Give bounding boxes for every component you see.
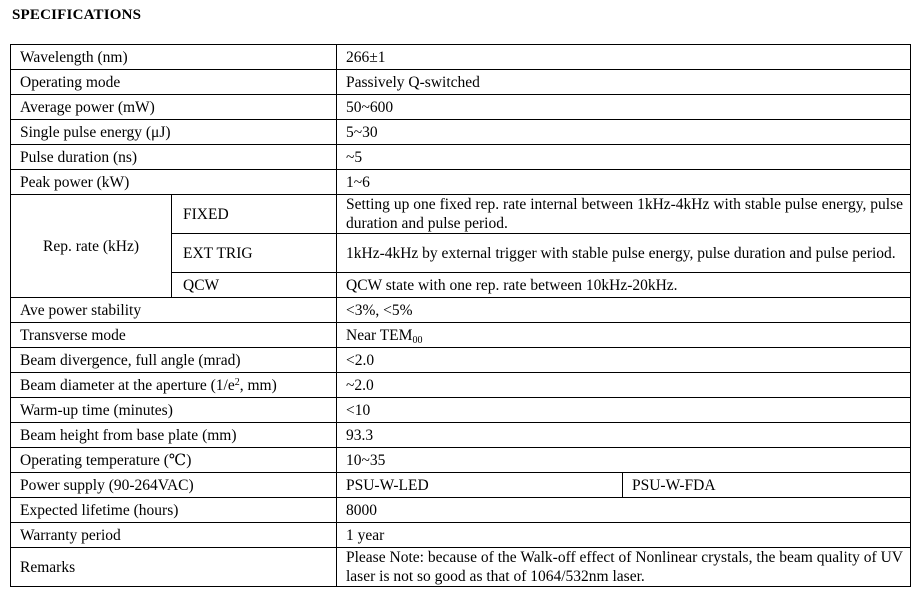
spec-value: 93.3 — [337, 423, 911, 448]
spec-value: Passively Q-switched — [337, 70, 911, 95]
table-row — [11, 398, 911, 423]
spec-label: Wavelength (nm) — [11, 45, 337, 70]
transverse-mode-value: Near TEM — [346, 326, 413, 344]
table-row — [11, 473, 911, 498]
spec-label: Peak power (kW) — [11, 170, 337, 195]
spec-label: Operating temperature (℃) — [11, 448, 337, 473]
beam-diameter-superscript: 2 — [234, 376, 240, 388]
table-row — [11, 548, 911, 587]
spec-value: 266±1 — [337, 45, 911, 70]
table-row — [11, 523, 911, 548]
table-row — [11, 298, 911, 323]
spec-value: ~2.0 — [337, 373, 911, 398]
table-row — [11, 70, 911, 95]
spec-value: 10~35 — [337, 448, 911, 473]
table-row — [11, 45, 911, 70]
table-row — [11, 95, 911, 120]
spec-value: <10 — [337, 398, 911, 423]
table-row — [11, 120, 911, 145]
spec-value: 50~600 — [337, 95, 911, 120]
spec-label: Beam divergence, full angle (mrad) — [11, 348, 337, 373]
spec-value: Setting up one fixed rep. rate internal between 1kHz-4kHz with stable pulse energy, pulse duration and pulse period. — [337, 195, 911, 234]
spec-label-rep-rate: Rep. rate (kHz) — [11, 195, 172, 298]
spec-label: Average power (mW) — [11, 95, 337, 120]
spec-value: 1~6 — [337, 170, 911, 195]
table-row — [11, 170, 911, 195]
spec-value: ~5 — [337, 145, 911, 170]
spec-label: Ave power stability — [11, 298, 337, 323]
spec-value: 1kHz-4kHz by external trigger with stable pulse energy, pulse duration and pulse period. — [337, 234, 911, 273]
section-title: SPECIFICATIONS — [12, 7, 142, 23]
table-row — [11, 423, 911, 448]
spec-label — [11, 373, 337, 398]
table-row — [11, 195, 911, 234]
spec-value: <2.0 — [337, 348, 911, 373]
spec-label: Beam height from base plate (mm) — [11, 423, 337, 448]
spec-value: <3%, <5% — [337, 298, 911, 323]
spec-value: PSU-W-LED — [337, 473, 623, 498]
table-row — [11, 348, 911, 373]
beam-diameter-label-end: , mm) — [239, 376, 277, 394]
spec-label: Transverse mode — [11, 323, 337, 348]
spec-label: Warm-up time (minutes) — [11, 398, 337, 423]
spec-label: Remarks — [11, 548, 337, 587]
spec-label: Operating mode — [11, 70, 337, 95]
beam-diameter-label: Beam diameter at the aperture (1/e — [20, 376, 235, 394]
spec-value: QCW state with one rep. rate between 10kHz-20kHz. — [337, 273, 911, 298]
rep-rate-mode-ext-trig: EXT TRIG — [172, 234, 337, 273]
rep-rate-mode-qcw: QCW — [172, 273, 337, 298]
spec-value: 1 year — [337, 523, 911, 548]
spec-label: Power supply (90-264VAC) — [11, 473, 337, 498]
transverse-mode-subscript: 00 — [412, 334, 423, 346]
spec-value: PSU-W-FDA — [623, 473, 911, 498]
spec-value: 8000 — [337, 498, 911, 523]
table-row — [11, 145, 911, 170]
table-row — [11, 448, 911, 473]
spec-label: Pulse duration (ns) — [11, 145, 337, 170]
table-row — [11, 498, 911, 523]
rep-rate-mode-fixed: FIXED — [172, 195, 337, 234]
table-row — [11, 373, 911, 398]
spec-label: Warranty period — [11, 523, 337, 548]
specifications-table — [10, 44, 911, 587]
spec-label: Expected lifetime (hours) — [11, 498, 337, 523]
spec-value: 5~30 — [337, 120, 911, 145]
table-row — [11, 323, 911, 348]
spec-value: Please Note: because of the Walk-off effect of Nonlinear crystals, the beam quality of UV laser is not so good as that of 1064/532nm laser. — [337, 548, 911, 587]
spec-label: Single pulse energy (μJ) — [11, 120, 337, 145]
spec-value — [337, 323, 911, 348]
